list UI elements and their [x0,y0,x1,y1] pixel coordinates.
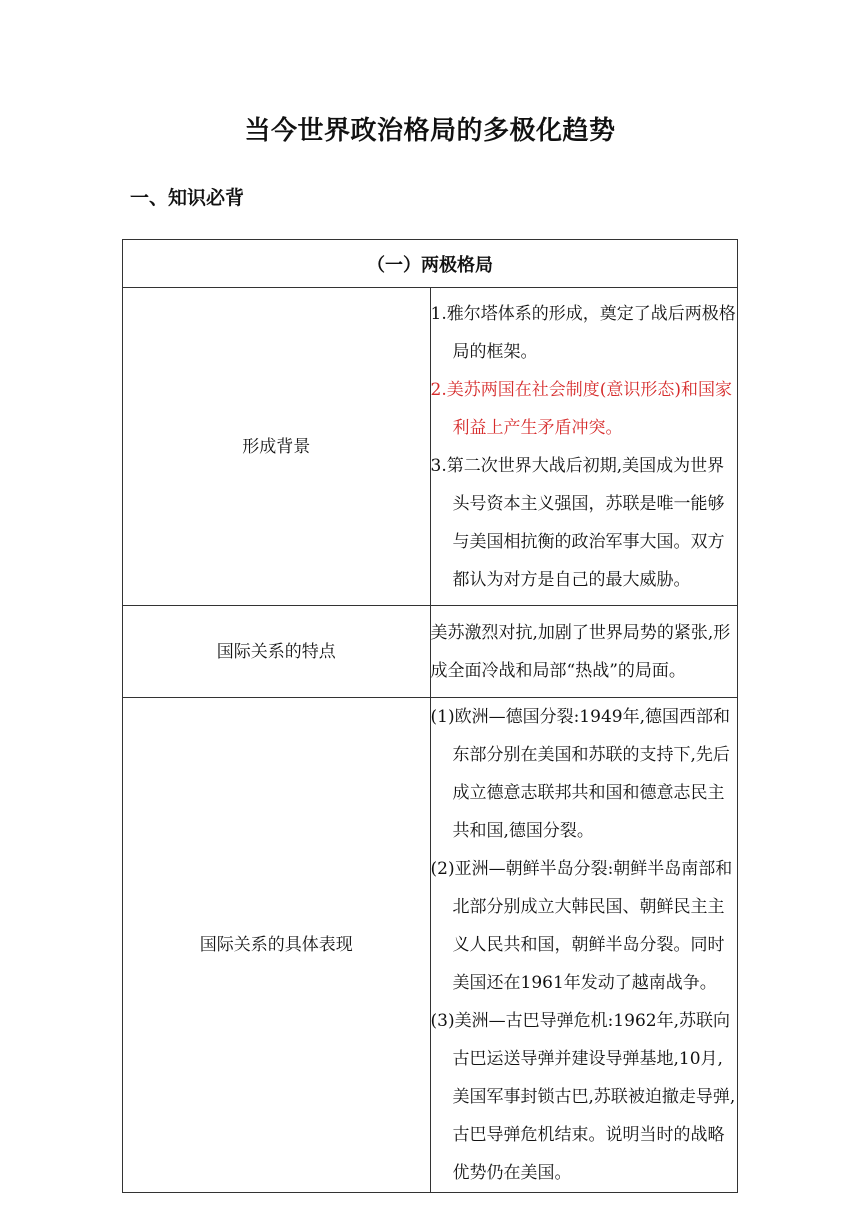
row-label-background: 形成背景 [123,288,431,606]
list-item: 3.第二次世界大战后初期,美国成为世界头号资本主义强国，苏联是唯一能够与美国相抗衡的政治军事大国。双方都认为对方是自己的最大威胁。 [430,455,725,590]
knowledge-table [122,239,738,1193]
row-text: 美苏激烈对抗,加剧了世界局势的紧张,形成全面冷战和局部“热战”的局面。 [430,622,731,681]
table-row [123,288,738,606]
list-item-highlight: 2.美苏两国在社会制度(意识形态)和国家利益上产生矛盾冲突。 [430,379,732,438]
table-row [123,698,738,1193]
list-item: (1)欧洲—德国分裂:1949年,德国西部和东部分别在美国和苏联的支持下,先后成立德意志联邦共和国和德意志民主共和国,德国分裂。 [430,707,730,841]
list-item: 1.雅尔塔体系的形成，奠定了战后两极格局的框架。 [430,303,736,362]
row-content-features [430,606,738,698]
section-heading: 一、知识必背 [130,187,245,209]
row-label-manifestations: 国际关系的具体表现 [123,698,431,1193]
row-label-features: 国际关系的特点 [123,606,431,698]
table-row [123,606,738,698]
row-content-manifestations [430,698,738,1193]
table-header: （一）两极格局 [123,240,738,288]
table-header-row [123,240,738,288]
document-title: 当今世界政治格局的多极化趋势 [244,116,616,146]
list-item: (2)亚洲—朝鲜半岛分裂:朝鲜半岛南部和北部分别成立大韩民国、朝鲜民主主义人民共和国，朝鲜半岛分裂。同时美国还在1961年发动了越南战争。 [430,859,733,993]
list-item: (3)美洲—古巴导弹危机:1962年,苏联向古巴运送导弹并建设导弹基地,10月,美国军事封锁古巴,苏联被迫撤走导弹,古巴导弹危机结束。说明当时的战略优势仍在美国。 [430,1011,736,1183]
row-content-background [430,288,738,606]
